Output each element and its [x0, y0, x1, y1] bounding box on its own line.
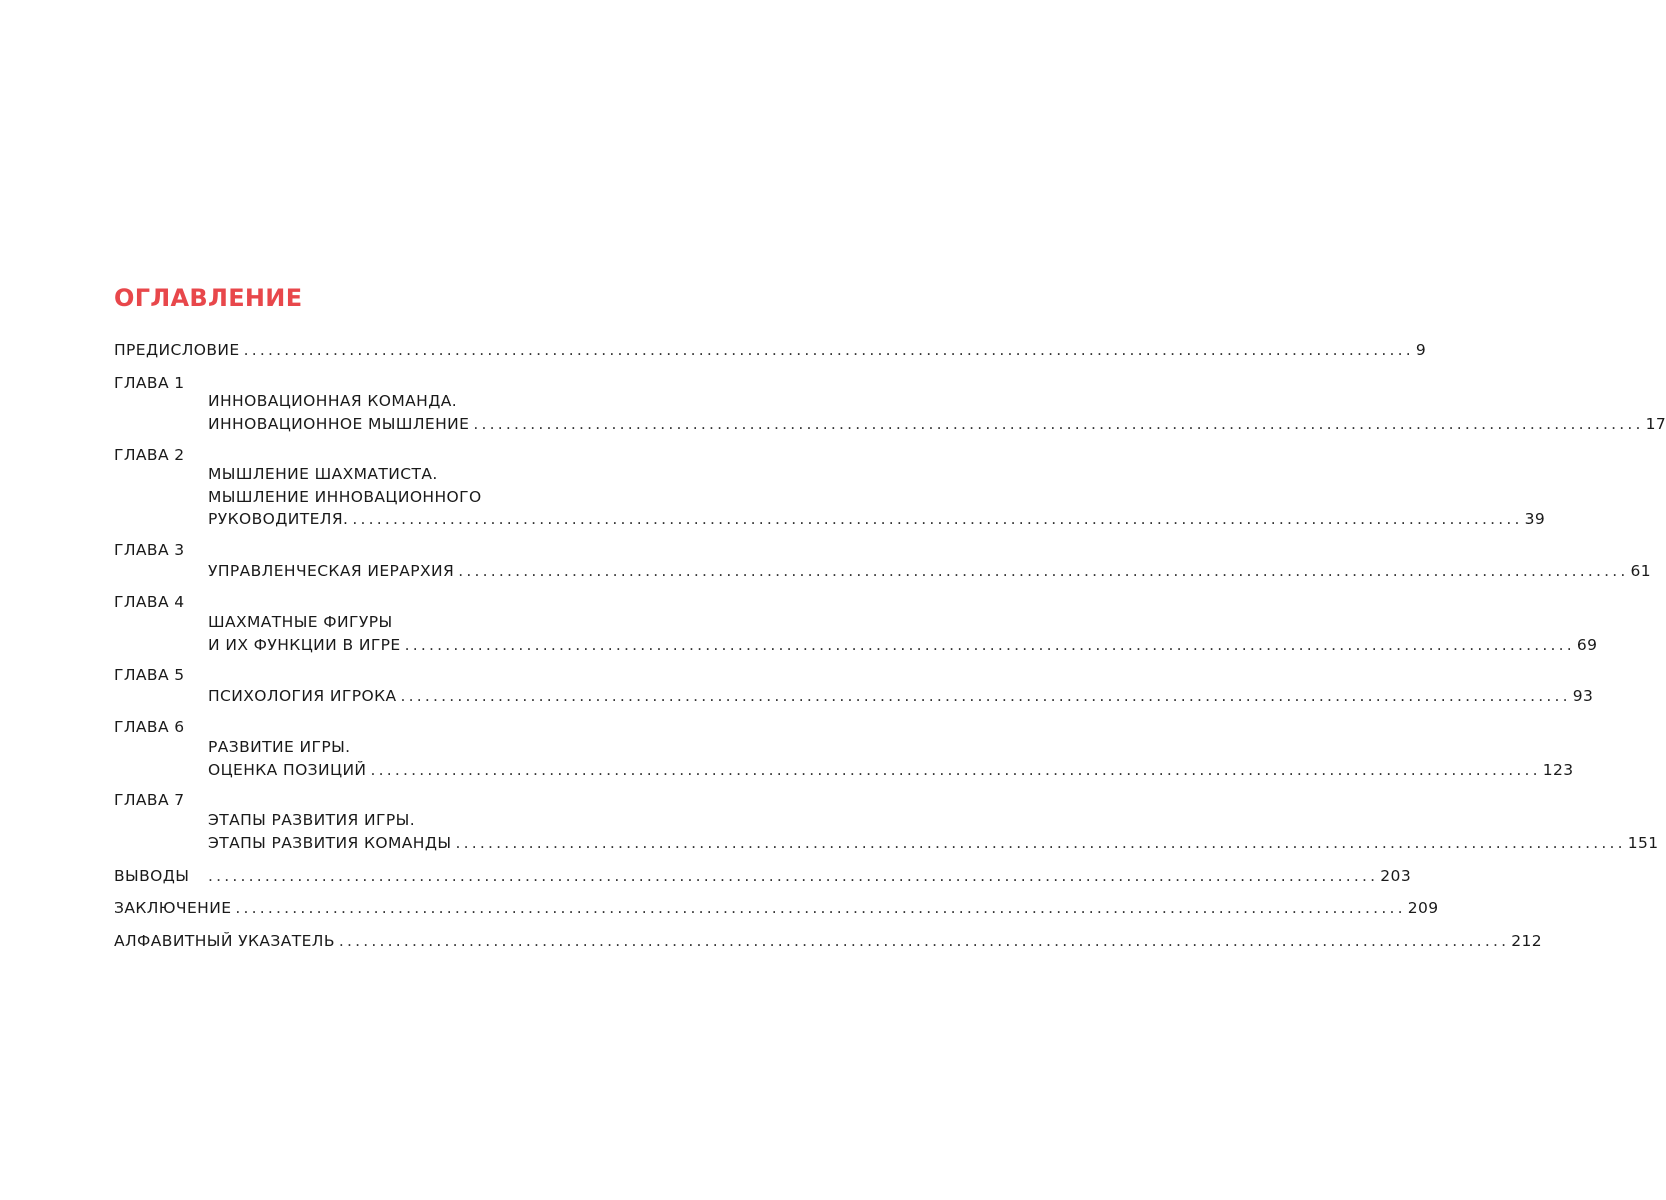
chapter-title-line: МЫШЛЕНИЕ ИННОВАЦИОННОГО — [208, 488, 482, 506]
toc-entry-afterword — [114, 898, 1439, 918]
dot-leader: ................................................................................................................................................ — [400, 687, 1571, 705]
chapter-label: ГЛАВА 5 — [114, 666, 185, 684]
page-title: ОГЛАВЛЕНИЕ — [114, 284, 303, 312]
toc-entry-chapter-5 — [208, 686, 1594, 706]
dot-leader: ................................................................................................................................................ — [352, 510, 1523, 528]
toc-page-number: 17 — [1645, 415, 1666, 433]
toc-entry-label: ПРЕДИСЛОВИЕ — [114, 341, 240, 359]
toc-page-number: 203 — [1380, 867, 1412, 885]
toc-entry-chapter-2 — [208, 509, 1546, 529]
chapter-title-line: РАЗВИТИЕ ИГРЫ. — [208, 738, 351, 756]
chapter-label: ГЛАВА 2 — [114, 446, 185, 464]
dot-leader: ................................................................................................................................................ — [243, 341, 1414, 359]
chapter-label: ГЛАВА 1 — [114, 374, 185, 392]
chapter-title-line: ШАХМАТНЫЕ ФИГУРЫ — [208, 613, 393, 631]
dot-leader: ................................................................................................................................................ — [458, 562, 1629, 580]
chapter-title-last-line: И ИХ ФУНКЦИИ В ИГРЕ — [208, 636, 401, 654]
dot-leader: ................................................................................................................................................ — [208, 867, 1379, 885]
chapter-title-last-line: ЭТАПЫ РАЗВИТИЯ КОМАНДЫ — [208, 834, 452, 852]
toc-entry-chapter-1 — [208, 414, 1666, 434]
toc-entry-label: ВЫВОДЫ — [114, 867, 190, 885]
toc-entry-index — [114, 931, 1542, 951]
toc-entry-chapter-3 — [208, 561, 1652, 581]
chapter-title-last-line: ОЦЕНКА ПОЗИЦИЙ — [208, 761, 367, 779]
chapter-label: ГЛАВА 6 — [114, 718, 185, 736]
chapter-title-last-line: РУКОВОДИТЕЛЯ. — [208, 510, 349, 528]
toc-entry-chapter-4 — [208, 635, 1598, 655]
toc-page-number: 61 — [1630, 562, 1652, 580]
toc-page-number: 212 — [1511, 932, 1542, 950]
chapter-title-line: ЭТАПЫ РАЗВИТИЯ ИГРЫ. — [208, 811, 416, 829]
toc-page-number: 209 — [1407, 899, 1439, 917]
dot-leader: ................................................................................................................................................ — [370, 761, 1541, 779]
toc-page-number: 39 — [1524, 510, 1546, 528]
toc-page-number: 69 — [1576, 636, 1598, 654]
toc-page-number: 9 — [1415, 341, 1427, 359]
chapter-label: ГЛАВА 4 — [114, 593, 185, 611]
toc-page-number: 123 — [1542, 761, 1574, 779]
chapter-title-last-line: ИННОВАЦИОННОЕ МЫШЛЕНИЕ — [208, 415, 470, 433]
dot-leader: ................................................................................................................................................ — [455, 834, 1626, 852]
toc-entry-conclusions — [114, 866, 1412, 886]
toc-page-number: 93 — [1572, 687, 1594, 705]
toc-page-number: 151 — [1627, 834, 1659, 852]
dot-leader: ................................................................................................................................................ — [235, 899, 1406, 917]
toc-entry-chapter-7 — [208, 833, 1659, 853]
chapter-title-line: ИННОВАЦИОННАЯ КОМАНДА. — [208, 392, 458, 410]
toc-entry-preface — [114, 340, 1427, 360]
chapter-label: ГЛАВА 7 — [114, 791, 185, 809]
dot-leader: ................................................................................................................................................ — [473, 415, 1644, 433]
chapter-title-line: МЫШЛЕНИЕ ШАХМАТИСТА. — [208, 465, 438, 483]
chapter-title-last-line: ПСИХОЛОГИЯ ИГРОКА — [208, 687, 397, 705]
toc-entry-label: АЛФАВИТНЫЙ УКАЗАТЕЛЬ — [114, 932, 335, 950]
chapter-label: ГЛАВА 3 — [114, 541, 185, 559]
toc-entry-label: ЗАКЛЮЧЕНИЕ — [114, 899, 232, 917]
toc-entry-chapter-6 — [208, 760, 1574, 780]
chapter-title-last-line: УПРАВЛЕНЧЕСКАЯ ИЕРАРХИЯ — [208, 562, 455, 580]
dot-leader: ................................................................................................................................................ — [338, 932, 1510, 950]
dot-leader: ................................................................................................................................................ — [404, 636, 1575, 654]
